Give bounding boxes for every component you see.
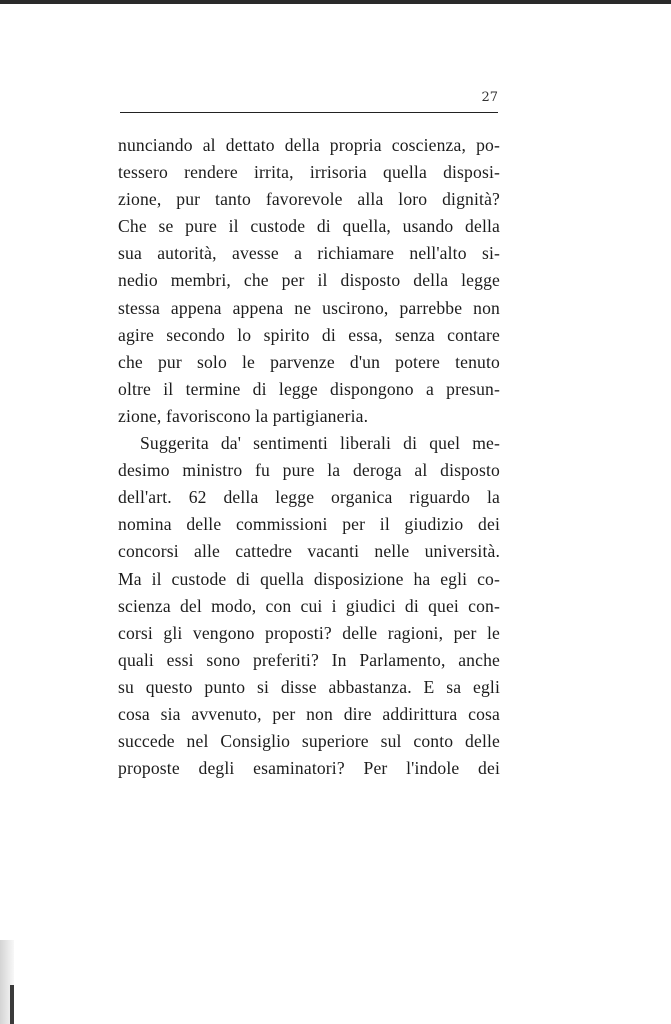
text-line: desimo ministro fu pure la deroga al disposto <box>118 460 500 481</box>
paragraph-1 <box>118 132 500 430</box>
text-line: zione, pur tanto favorevole alla loro dignità? <box>118 189 500 210</box>
text-line: dell'art. 62 della legge organica riguardo la <box>118 487 500 508</box>
text-line: corsi gli vengono proposti? delle ragioni, per le <box>118 622 500 643</box>
text-line: concorsi alle cattedre vacanti nelle università. <box>118 541 500 562</box>
text-line: Ma il custode di quella disposizione ha egli co- <box>118 568 500 589</box>
text-line: che pur solo le parvenze d'un potere tenuto <box>118 351 500 372</box>
text-line: scienza del modo, con cui i giudici di quei con- <box>118 595 500 616</box>
text-line: nunciando al dettato della propria coscienza, po- <box>118 135 500 155</box>
text-line: nedio membri, che per il disposto della legge <box>118 270 500 291</box>
text-line: agire secondo lo spirito di essa, senza contare <box>118 324 500 345</box>
header-rule <box>120 112 498 113</box>
page-top-edge <box>0 0 671 4</box>
text-line: quali essi sono preferiti? In Parlamento, anche <box>118 649 500 670</box>
text-line: proposte degli esaminatori? Per l'indole dei <box>118 758 500 779</box>
text-line: succede nel Consiglio superiore sul conto delle <box>118 731 500 752</box>
text-line: cosa sia avvenuto, per non dire addirittura cosa <box>118 703 500 724</box>
text-line: tessero rendere irrita, irrisoria quella disposi- <box>118 162 500 183</box>
text-line: oltre il termine di legge dispongono a presun- <box>118 378 500 399</box>
text-line: Che se pure il custode di quella, usando della <box>118 216 500 237</box>
text-line: nomina delle commissioni per il giudizio dei <box>118 514 500 535</box>
text-line: Suggerita da' sentimenti liberali di quel me- <box>140 433 500 454</box>
text-line: stessa appena appena ne uscirono, parrebbe non <box>118 297 500 318</box>
page-number: 27 <box>481 90 498 105</box>
text-line: sua autorità, avesse a richiamare nell'alto si- <box>118 243 500 264</box>
text-line: su questo punto si disse abbastanza. E sa egli <box>118 676 500 697</box>
paragraph-2 <box>118 430 500 782</box>
body-text <box>118 132 500 782</box>
binding-edge <box>10 985 14 1024</box>
text-line: zione, favoriscono la partigianeria. <box>118 405 369 426</box>
